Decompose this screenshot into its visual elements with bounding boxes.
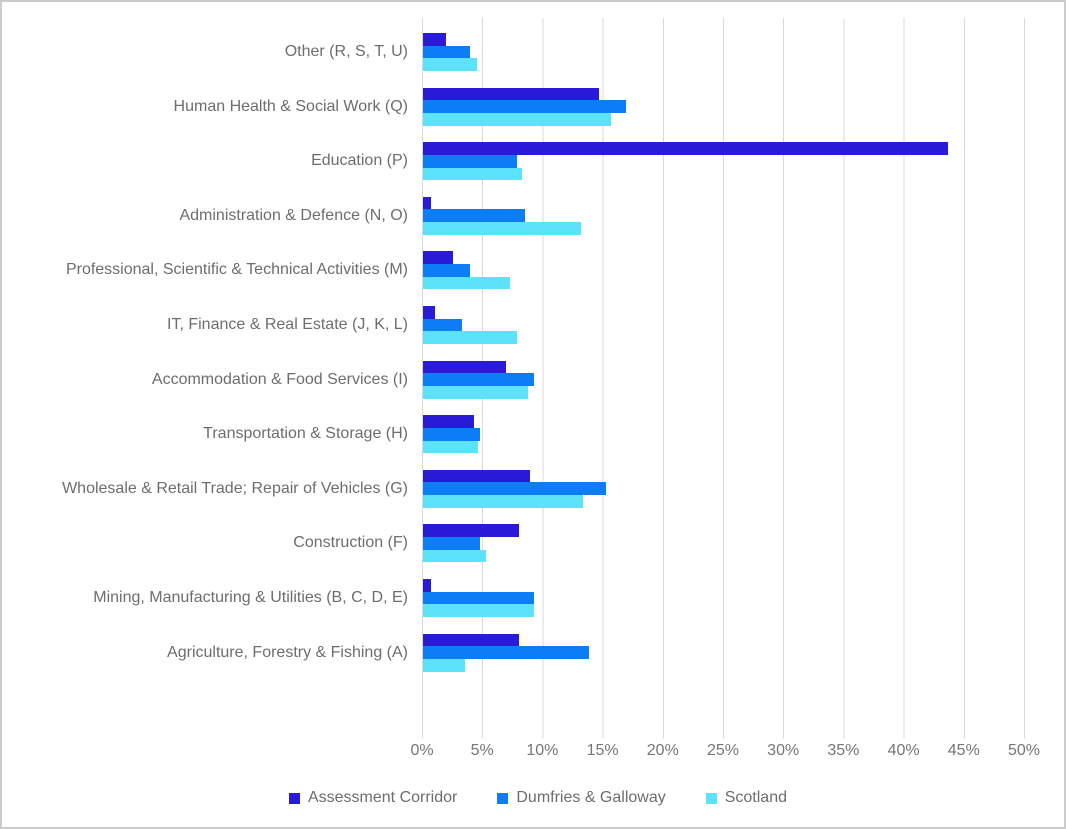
bar xyxy=(423,155,517,168)
bar-group xyxy=(423,524,519,562)
category-label: Wholesale & Retail Trade; Repair of Vehicles (G) xyxy=(62,479,408,497)
bar xyxy=(423,319,462,332)
category-label: Human Health & Social Work (Q) xyxy=(173,97,408,115)
category-label: IT, Finance & Real Estate (J, K, L) xyxy=(167,316,408,333)
bar xyxy=(423,142,948,155)
bar-group xyxy=(423,579,534,617)
x-axis-tick-label: 15% xyxy=(586,742,619,759)
legend xyxy=(2,789,1064,807)
bar xyxy=(423,373,534,386)
bar xyxy=(423,113,611,126)
legend-item xyxy=(497,789,665,807)
bar xyxy=(423,659,465,672)
plot-area xyxy=(422,18,1026,738)
category-label: Mining, Manufacturing & Utilities (B, C, D, E) xyxy=(93,589,408,606)
x-axis-tick-label: 30% xyxy=(767,742,800,759)
x-axis-tick-label: 25% xyxy=(706,742,740,759)
bar xyxy=(423,386,528,399)
bar-group xyxy=(423,415,480,453)
bar xyxy=(423,537,480,550)
bar-group xyxy=(423,470,606,508)
bar-group xyxy=(423,88,626,126)
bar xyxy=(423,361,506,374)
bar xyxy=(423,415,474,428)
bar xyxy=(423,524,519,537)
bar xyxy=(423,100,626,113)
bar xyxy=(423,168,522,181)
bar xyxy=(423,646,589,659)
bar xyxy=(423,331,517,344)
category-label: Other (R, S, T, U) xyxy=(284,43,408,60)
bar-group xyxy=(423,361,534,399)
x-axis-tick-label: 45% xyxy=(947,742,980,759)
bar-group xyxy=(423,251,510,289)
legend-marker-icon xyxy=(497,793,508,804)
bar xyxy=(423,46,470,59)
bar xyxy=(423,222,581,235)
x-axis xyxy=(2,742,1064,764)
bar xyxy=(423,495,583,508)
bar xyxy=(423,428,480,441)
x-axis-tick-label: 35% xyxy=(827,742,860,759)
bar-group xyxy=(423,634,589,672)
legend-marker-icon xyxy=(289,793,300,804)
bar xyxy=(423,306,435,319)
bar xyxy=(423,441,478,454)
bar-group xyxy=(423,197,581,235)
legend-item xyxy=(706,789,787,807)
bar xyxy=(423,634,519,647)
bar xyxy=(423,197,431,210)
x-axis-tick-label: 5% xyxy=(470,742,494,759)
bar xyxy=(423,579,431,592)
category-label: Professional, Scientific & Technical Activities (M) xyxy=(65,261,408,279)
category-label: Agriculture, Forestry & Fishing (A) xyxy=(167,643,408,661)
bar xyxy=(423,58,477,71)
legend-label: Assessment Corridor xyxy=(307,789,458,806)
legend-label: Dumfries & Galloway xyxy=(516,789,666,806)
bar xyxy=(423,604,534,617)
bar xyxy=(423,277,510,290)
x-axis-tick-label: 50% xyxy=(1007,742,1041,759)
bar xyxy=(423,209,525,222)
x-axis-tick-label: 20% xyxy=(646,742,679,759)
x-axis-tick-label: 10% xyxy=(526,742,559,759)
bar xyxy=(423,88,599,101)
bar xyxy=(423,550,486,563)
bar xyxy=(423,264,470,277)
x-axis-tick-label: 0% xyxy=(410,742,434,759)
bar xyxy=(423,33,446,46)
category-label: Construction (F) xyxy=(293,534,408,552)
legend-item xyxy=(289,789,457,807)
legend-label: Scotland xyxy=(724,789,787,806)
x-axis-tick-label: 40% xyxy=(887,742,920,759)
category-label: Education (P) xyxy=(311,152,408,170)
category-label: Transportation & Storage (H) xyxy=(203,425,408,443)
bar-group xyxy=(423,33,477,71)
category-label: Administration & Defence (N, O) xyxy=(179,206,408,224)
bar xyxy=(423,470,530,483)
category-label: Accommodation & Food Services (I) xyxy=(151,370,408,388)
legend-marker-icon xyxy=(706,793,717,804)
bar-group xyxy=(423,306,517,344)
bar xyxy=(423,482,606,495)
bar-group xyxy=(423,142,948,180)
bar xyxy=(423,592,534,605)
bar xyxy=(423,251,453,264)
